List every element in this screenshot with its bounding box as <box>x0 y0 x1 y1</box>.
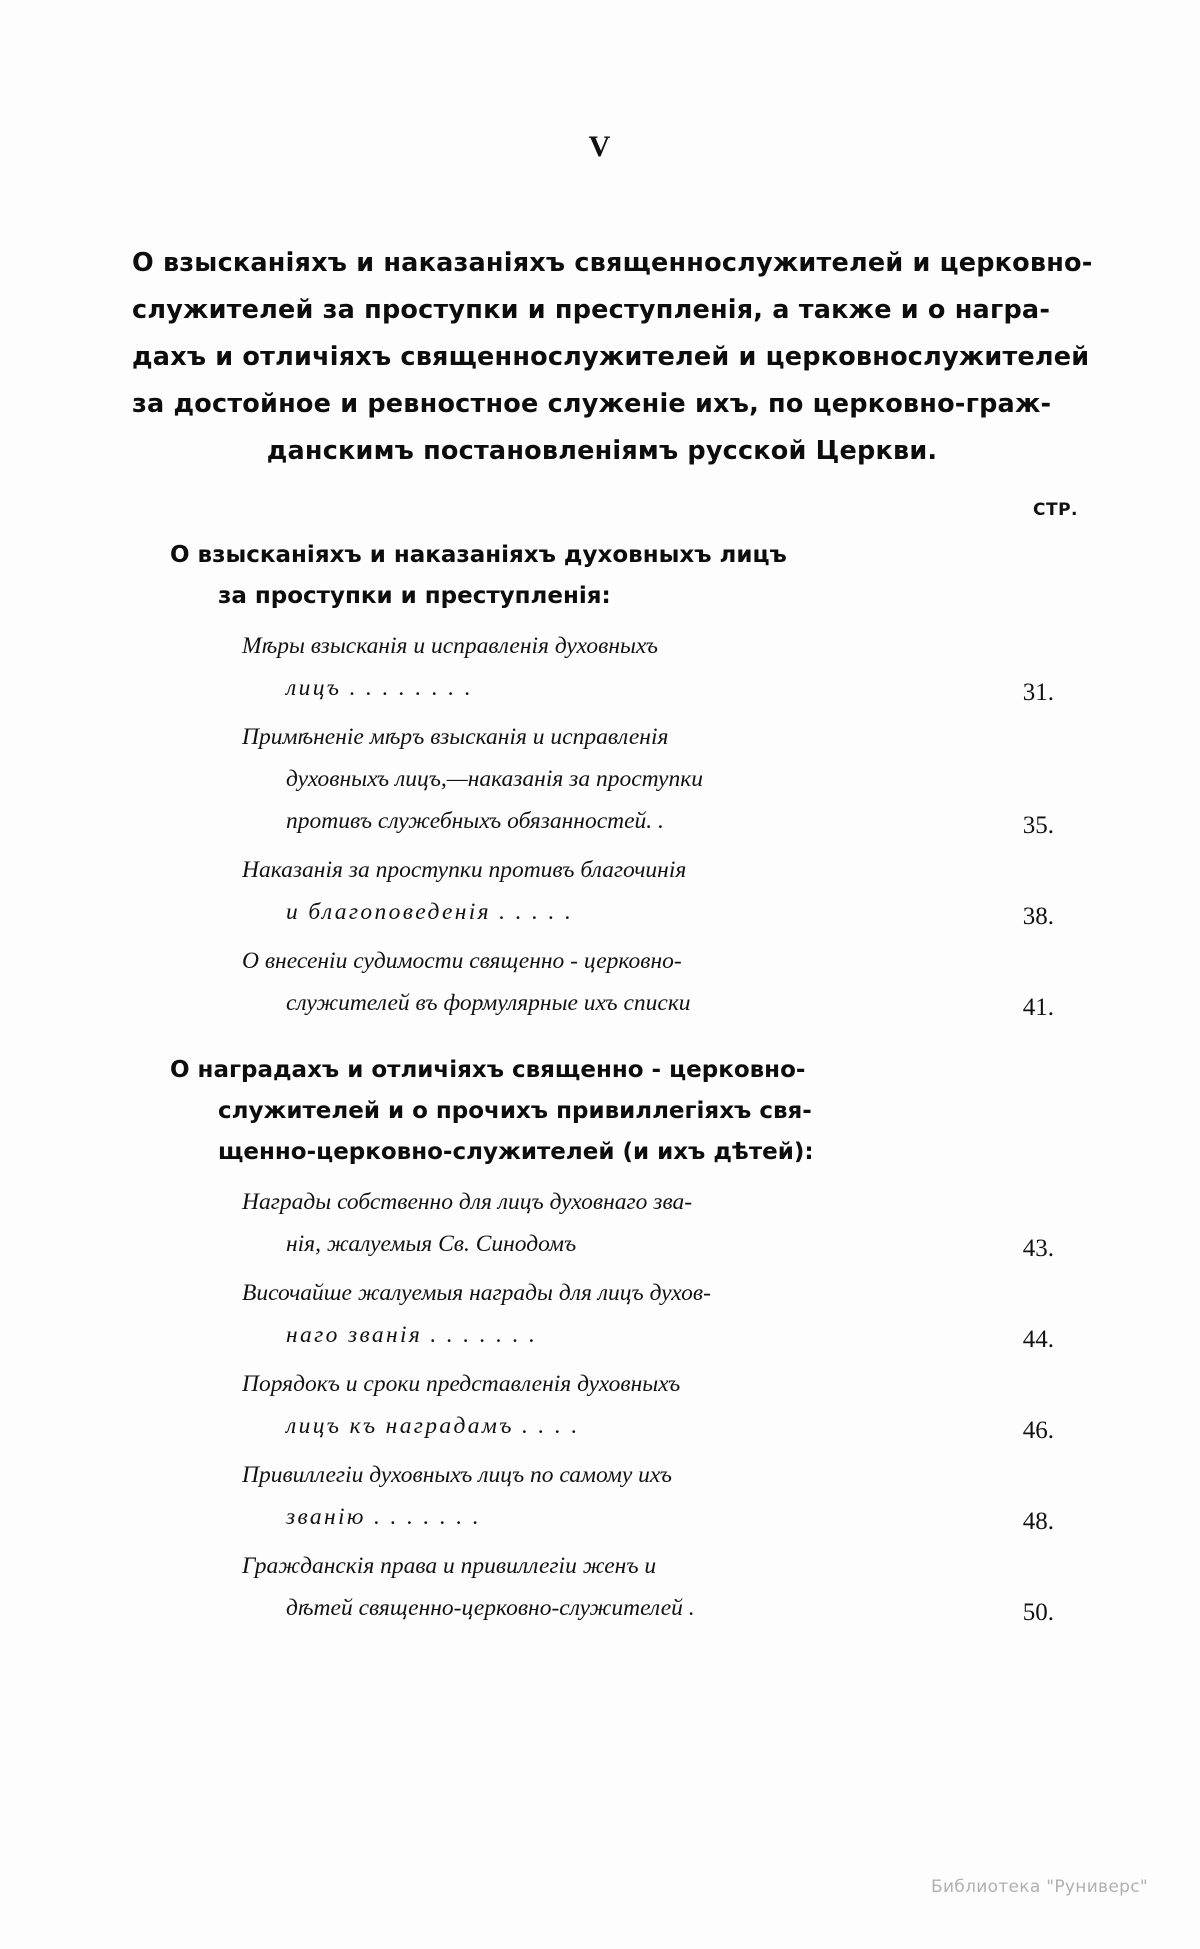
heading-line: служителей за проступки и преступленія, а также и о награ- <box>132 295 1051 325</box>
toc-section-title-line: О наградахъ и отличіяхъ священно - церковно- <box>170 1057 806 1083</box>
toc-entry-text <box>132 1363 1072 1447</box>
toc-entry[interactable] <box>132 1363 1072 1447</box>
page-number: V <box>588 130 612 163</box>
toc-entry-text <box>132 849 1072 933</box>
toc-entry[interactable] <box>132 1272 1072 1356</box>
toc-entry-line: и благоповеденія . . . . . <box>286 899 574 925</box>
toc-entry-text <box>132 716 1072 842</box>
heading-line: дахъ и отличіяхъ священнослужителей и церковнослужителей <box>132 342 1090 372</box>
toc-entry-line: Височайше жалуемыя награды для лицъ духов- <box>242 1280 711 1306</box>
toc-entry[interactable] <box>132 625 1072 709</box>
toc-entry-text <box>132 1545 1072 1629</box>
toc-entry-line: Порядокъ и сроки представленія духовныхъ <box>242 1371 681 1397</box>
toc-entry-line: духовныхъ лицъ,—наказанія за проступки <box>286 766 703 792</box>
heading-line: О взысканіяхъ и наказаніяхъ священнослужителей и церковно- <box>132 248 1093 278</box>
toc-entry-line: лицъ . . . . . . . . <box>286 675 473 701</box>
toc-entry-text <box>132 1454 1072 1538</box>
toc-entry-line: О внесеніи судимости священно - церковно- <box>242 948 682 974</box>
library-watermark: Библиотека "Руниверс" <box>931 1877 1148 1897</box>
heading-line: данскимъ постановленіямъ русской Церкви. <box>266 436 938 466</box>
toc-entry-line: противъ служебныхъ обязанностей. . <box>286 808 664 834</box>
heading-line: за достойное и ревностное служеніе ихъ, по церковно-граж- <box>132 389 1052 419</box>
toc-entry-page: 35. <box>1022 812 1054 839</box>
toc-entry-page: 46. <box>1022 1417 1054 1444</box>
toc-entry-line: Примѣненіе мѣръ взысканія и исправленія <box>242 724 669 750</box>
toc-entry-line: дѣтей священно-церковно-служителей . <box>286 1595 695 1621</box>
toc-entry-text <box>132 625 1072 709</box>
toc-entry-page: 48. <box>1022 1508 1054 1535</box>
toc-entry[interactable] <box>132 1454 1072 1538</box>
toc-section-title-line: за проступки и преступленія: <box>218 583 611 609</box>
toc-entry-group <box>132 1181 1072 1629</box>
toc-section-title-line: щенно-церковно-служителей (и ихъ дѣтей): <box>218 1139 814 1165</box>
toc-entry-line: наго званія . . . . . . . <box>286 1322 538 1348</box>
toc-section-title <box>132 535 1072 617</box>
page-column-header: СТР. <box>1033 500 1078 520</box>
toc-entry[interactable] <box>132 940 1072 1024</box>
toc-entry-text <box>132 1272 1072 1356</box>
toc-entry-line: Наказанія за проступки противъ благочинія <box>242 857 687 883</box>
table-of-contents <box>132 535 1072 1655</box>
toc-entry-page: 41. <box>1022 994 1054 1021</box>
toc-section-title-line: служителей и о прочихъ привиллегіяхъ свя- <box>218 1098 812 1124</box>
toc-entry[interactable] <box>132 849 1072 933</box>
toc-entry-line: Гражданскія права и привиллегіи женъ и <box>242 1553 657 1579</box>
toc-entry-page: 38. <box>1022 903 1054 930</box>
toc-entry-line: служителей въ формулярные ихъ списки <box>286 990 691 1016</box>
toc-entry-line: званію . . . . . . . <box>286 1504 481 1530</box>
toc-entry-page: 50. <box>1022 1599 1054 1626</box>
toc-entry-text <box>132 1181 1072 1265</box>
toc-entry-text <box>132 940 1072 1024</box>
toc-entry[interactable] <box>132 1545 1072 1629</box>
toc-entry-line: нія, жалуемыя Св. Синодомъ <box>286 1231 577 1257</box>
toc-entry-page: 31. <box>1022 679 1054 706</box>
toc-entry-page: 44. <box>1022 1326 1054 1353</box>
toc-entry-line: лицъ къ наградамъ . . . . <box>286 1413 580 1439</box>
toc-section-title <box>132 1050 1072 1173</box>
toc-entry-line: Мѣры взысканія и исправленія духовныхъ <box>242 633 658 659</box>
toc-entry-line: Привиллегіи духовныхъ лицъ по самому ихъ <box>242 1462 672 1488</box>
chapter-heading <box>132 240 1093 475</box>
toc-entry-page: 43. <box>1022 1235 1054 1262</box>
toc-section-title-line: О взысканіяхъ и наказаніяхъ духовныхъ лицъ <box>170 542 787 568</box>
toc-entry[interactable] <box>132 716 1072 842</box>
toc-entry[interactable] <box>132 1181 1072 1265</box>
toc-entry-line: Награды собственно для лицъ духовнаго зва- <box>242 1189 693 1215</box>
toc-entry-group <box>132 625 1072 1024</box>
